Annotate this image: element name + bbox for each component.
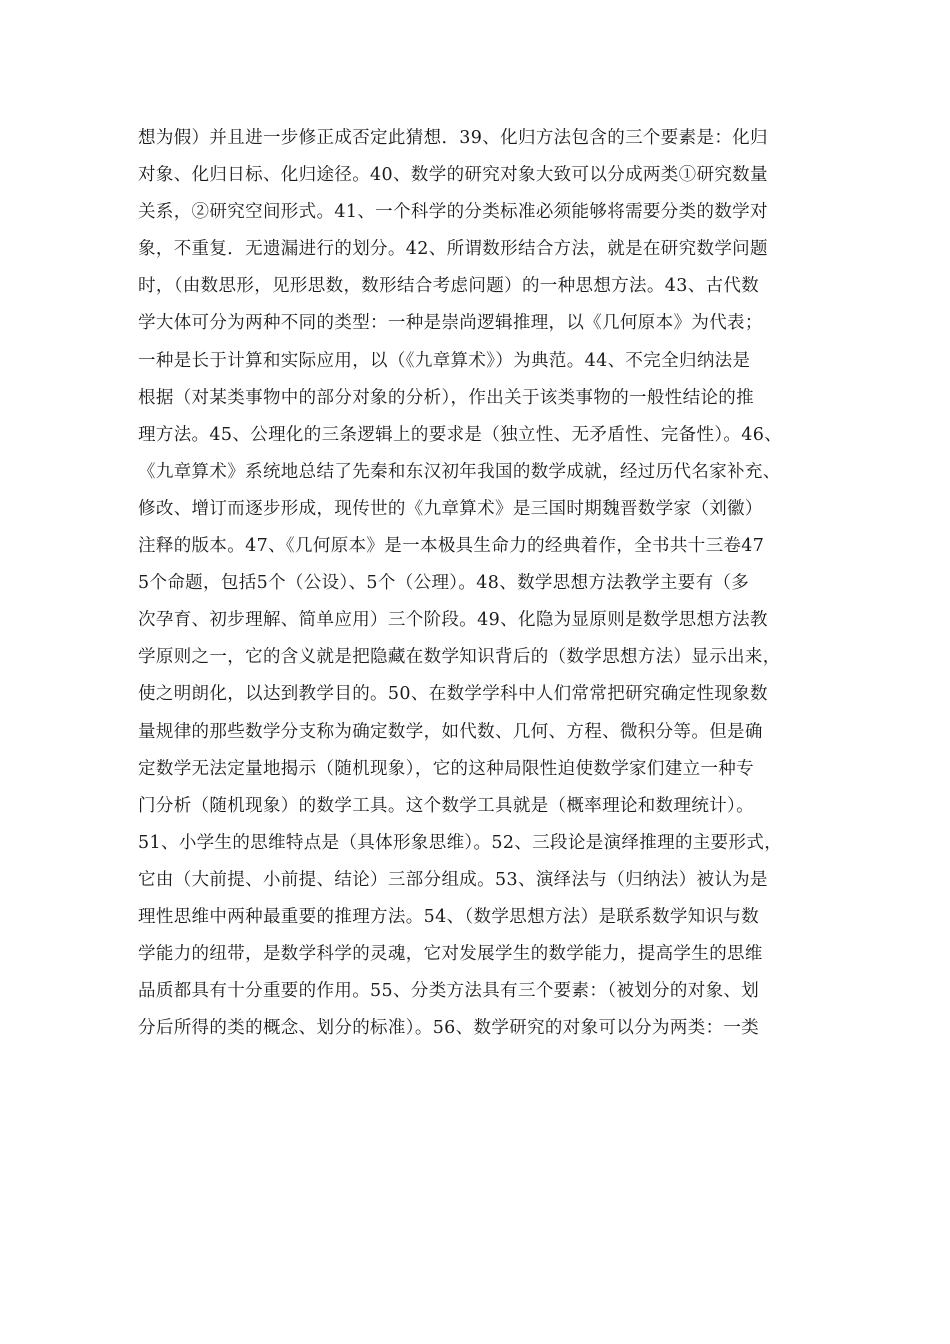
text-line: 5个命题，包括5个（公设）、5个（公理）。48、数学思想方法教学主要有（多 (138, 573, 750, 594)
text-line: 《九章算术》系统地总结了先秦和东汉初年我国的数学成就，经过历代名家补充、 (138, 461, 781, 482)
text-line: 修改、增订而逐步形成，现传世的《九章算术》是三国时期魏晋数学家（刘徽） (138, 498, 763, 519)
text-line: 象，不重复．无遗漏进行的划分。42、所谓数形结合方法，就是在研究数学问题 (138, 239, 768, 260)
text-line: 使之明朗化，以达到教学目的。50、在数学学科中人们常常把研究确定性现象数 (138, 684, 768, 705)
body-text (138, 120, 828, 1047)
text-line: 51、小学生的思维特点是（具体形象思维）。52、三段论是演绎推理的主要形式， (138, 832, 783, 853)
text-line: 时，（由数思形，见形思数，数形结合考虑问题）的一种思想方法。43、古代数 (138, 276, 760, 297)
text-line: 量规律的那些数学分支称为确定数学，如代数、几何、方程、微积分等。但是确 (138, 721, 763, 742)
text-line: 关系，②研究空间形式。41、一个科学的分类标准必须能够将需要分类的数学对 (138, 202, 768, 223)
text-line: 门分析（随机现象）的数学工具。这个数学工具就是（概率理论和数理统计）。 (138, 795, 754, 816)
text-line: 品质都具有十分重要的作用。55、分类方法具有三个要素：（被划分的对象、划 (138, 981, 760, 1002)
text-line: 次孕育、初步理解、简单应用）三个阶段。49、化隐为显原则是数学思想方法教 (138, 610, 768, 631)
text-line: 学大体可分为两种不同的类型：一种是崇尚逻辑推理，以《几何原本》为代表； (138, 313, 763, 334)
text-line: 一种是长于计算和实际应用，以（《九章算术》）为典范。44、不完全归纳法是 (138, 350, 751, 371)
text-line: 注释的版本。47、《几何原本》是一本极具生命力的经典着作，全书共十三卷47 (138, 536, 765, 557)
text-line: 它由（大前提、小前提、结论）三部分组成。53、演绎法与（归纳法）被认为是 (138, 869, 768, 890)
text-line: 学能力的纽带，是数学科学的灵魂，它对发展学生的数学能力，提高学生的思维 (138, 944, 763, 965)
text-line: 学原则之一，它的含义就是把隐藏在数学知识背后的（数学思想方法）显示出来， (138, 647, 781, 668)
text-line: 想为假）并且进一步修正成否定此猜想．39、化归方法包含的三个要素是：化归 (138, 128, 768, 148)
text-line: 对象、化归日标、化归途径。40、数学的研究对象大致可以分成两类①研究数量 (138, 165, 768, 186)
text-line: 根据（对某类事物中的部分对象的分析），作出关于该类事物的一般性结论的推 (138, 387, 754, 408)
text-line: 分后所得的类的概念、划分的标准）。56、数学研究的对象可以分为两类：一类 (138, 1018, 760, 1039)
text-line: 理性思维中两种最重要的推理方法。54、（数学思想方法）是联系数学知识与数 (138, 906, 760, 927)
text-line: 理方法。45、公理化的三条逻辑上的要求是（独立性、无矛盾性、完备性）。46、 (138, 424, 783, 445)
text-line: 定数学无法定量地揭示（随机现象），它的这种局限性迫使数学家们建立一种专 (138, 758, 754, 779)
